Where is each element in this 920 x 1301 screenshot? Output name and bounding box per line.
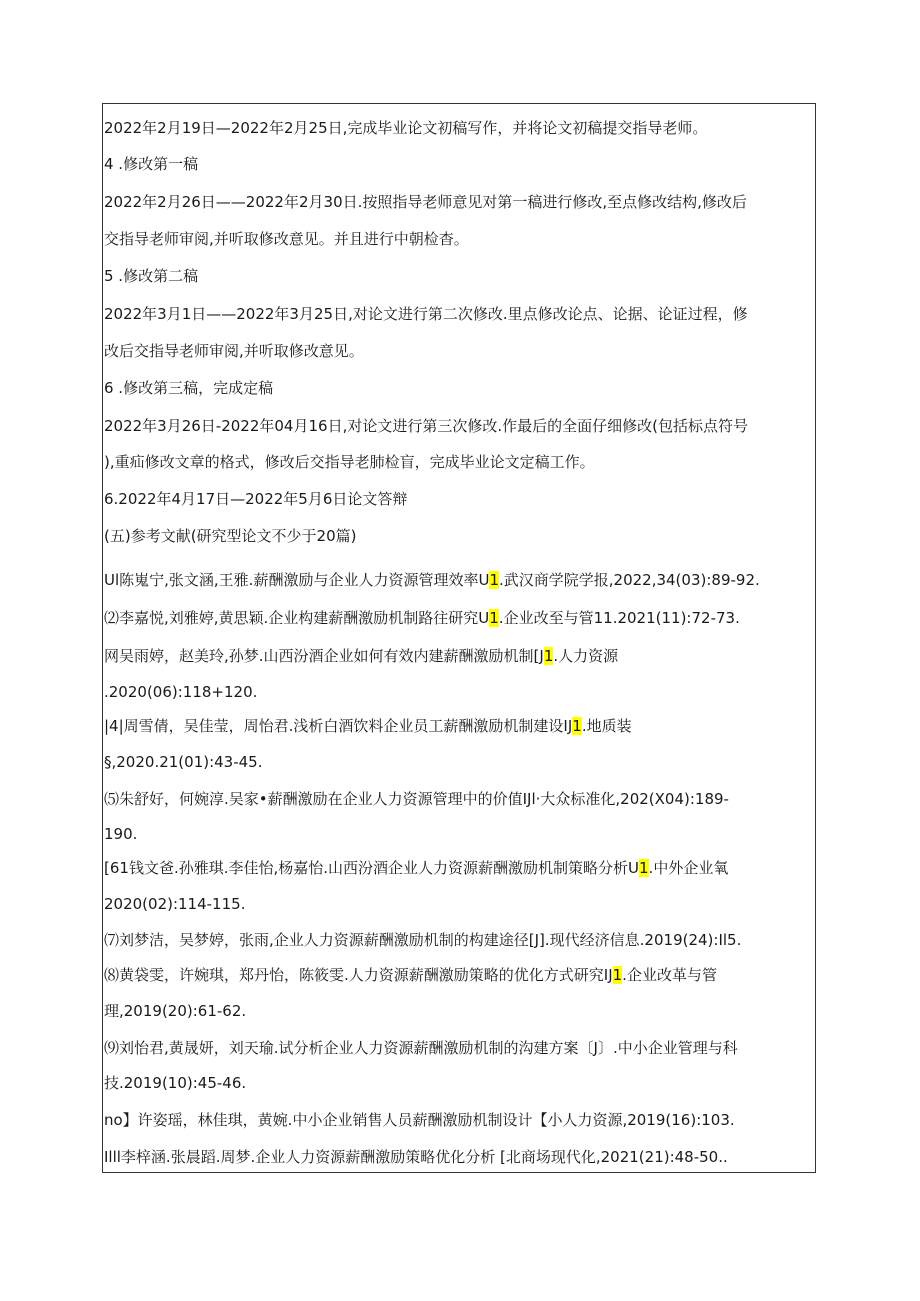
reference-entry: ⑼刘怡君,黄晟妍，刘天瑜.试分析企业人力资源薪酬激励机制的沟建方案〔J〕.中小企业管理与科 (104, 1039, 738, 1057)
reference-entry: Ul陈嵬宁,张文涵,王雅.薪酬激励与企业人力资源管理效率U1.武汉商学院学报,2022,34(03):89-92. (104, 571, 760, 589)
text-line: 改后交指导老师审阅,并听取修改意见。 (104, 342, 364, 360)
reference-entry: ⑵李嘉悦,刘雅婷,黄思颖.企业构建薪酬激励机制路往研究U1.企业改至与管11.2021(11):72-73. (104, 609, 740, 627)
reference-entry: 理,2019(20):61-62. (104, 1002, 247, 1020)
section-heading: 5 .修改第二稿 (104, 267, 199, 285)
reference-entry: ⑻黄袋雯，许婉琪，郑丹怡，陈筱雯.人力资源薪酬激励策略的优化方式研究IJ1.企业改革与管 (104, 966, 717, 984)
text-line: ),重疝修改文章的格式，修改后交指导老肺检盲，完成毕业论文定稿工作。 (104, 453, 595, 471)
reference-entry: 网吴雨婷，赵美玲,孙梦.山西汾酒企业如何有效内建薪酬激励机制[J1.人力资源 (104, 647, 619, 665)
highlight-mark: 1 (543, 647, 554, 665)
reference-entry: ⑺刘梦洁，吴梦婷，张雨,企业人力资源薪酬激励机制的构建途径[J].现代经济信息.2019(24):Il5. (104, 931, 742, 949)
highlight-mark: 1 (572, 717, 582, 735)
highlight-mark: 1 (639, 859, 649, 877)
text-line: 2022年2月19日—2022年2月25日,完成毕业论文初稿写作，并将论文初稿提交指导老师。 (104, 119, 708, 137)
reference-entry: |4|周雪倩，吴佳莹，周怡君.浅析白酒饮料企业员工薪酬激励机制建设IJ1.地质装 (104, 717, 632, 735)
reference-entry: ⑸朱舒好，何婉淳.吴家•薪酬激励在企业人力资源管理中的价值IJl·大众标准化,202(X04):189- (104, 790, 729, 808)
reference-entry: 190. (104, 825, 138, 843)
references-heading: (五)参考文献(研究型论文不少于20篇) (104, 527, 357, 545)
reference-entry: Illl李梓涵.张晨蹈.周梦.企业人力资源薪酬激励策略优化分析 [北商场现代化,2021(21):48-50.. (104, 1148, 728, 1166)
reference-entry: §,2020.21(01):43-45. (104, 753, 263, 771)
text-line: 交指导老师审阅,并听取修改意见。并且进行中朝检杳。 (104, 230, 469, 248)
section-heading: 6.2022年4月17日—2022年5月6日论文答辩 (104, 490, 408, 508)
reference-entry: no】许姿瑶，林佳琪，黄婉.中小企业销售人员薪酬激励机制设计【小人力资源,2019(16):103. (104, 1111, 735, 1129)
reference-entry: 2020(02):114-115. (104, 895, 246, 913)
reference-entry: [61钱文爸.孙雅琪.李佳怡,杨嘉怡.山西汾酒企业人力资源薪酬激励机制策略分析U1.中外企业氧 (104, 859, 729, 877)
highlight-mark: 1 (489, 609, 499, 627)
highlight-mark: 1 (612, 966, 623, 984)
text-line: 2022年3月26日-2022年04月16日,对论文进行第三次修改.作最后的全面仔细修改(包括标点符号 (104, 417, 748, 435)
highlight-mark: 1 (489, 571, 499, 589)
section-heading: 4 .修改第一稿 (104, 155, 199, 173)
text-line: 2022年2月26日——2022年2月30日.按照指导老师意见对第一稿进行修改,至点修改结构,修改后 (104, 193, 747, 211)
reference-entry: .2020(06):118+120. (104, 683, 258, 701)
section-heading: 6 .修改第三稿，完成定稿 (104, 379, 274, 397)
reference-entry: 技.2019(10):45-46. (104, 1074, 247, 1092)
text-line: 2022年3月1日——2022年3月25日,对论文进行第二次修改.里点修改论点、论据、论证过程，修 (104, 305, 748, 323)
